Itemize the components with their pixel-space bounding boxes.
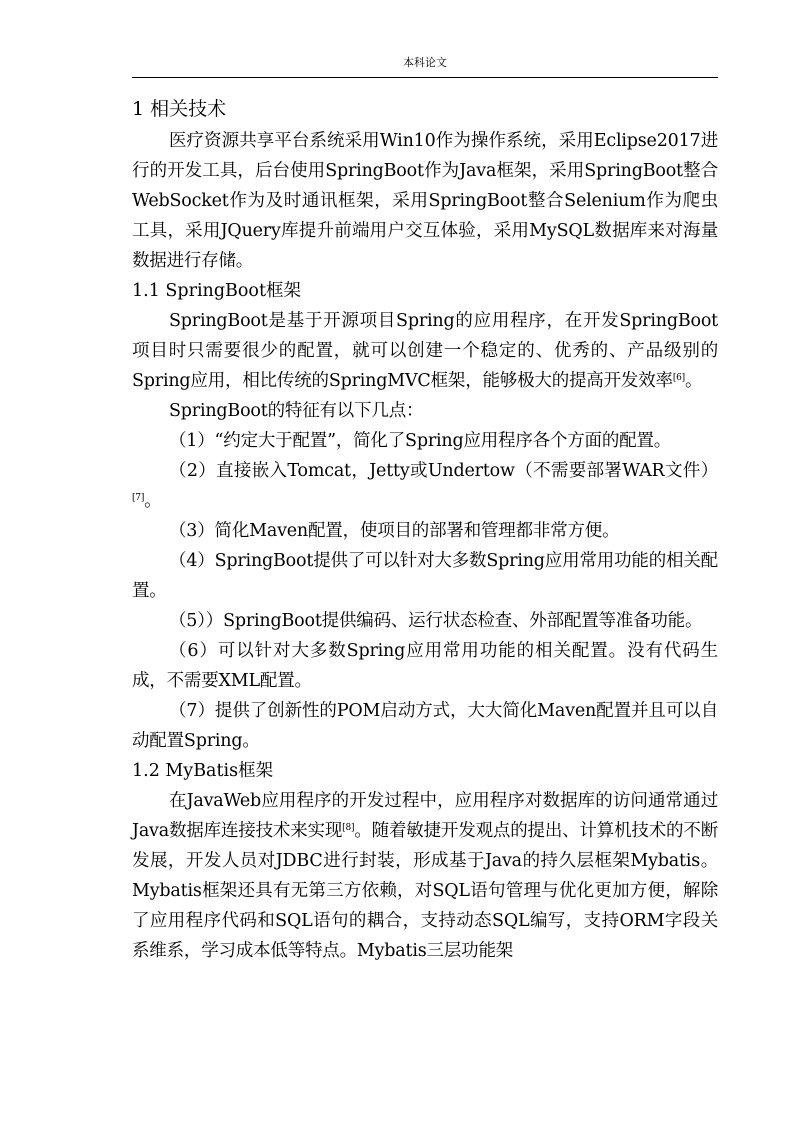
springboot-paragraph-text: SpringBoot是基于开源项目Spring的应用程序，在开发SpringBoot项目时只需要很少的配置，就可以创建一个稳定的、优秀的、产品级别的Spring应用，相比传统的SpringMVC框架，能够极大的提高开发效率 <box>132 311 718 391</box>
citation-8: [8] <box>342 823 355 833</box>
feature-item-6: （6）可以针对大多数Spring应用常用功能的相关配置。没有代码生成，不需要XML配置。 <box>132 641 718 691</box>
features-intro: SpringBoot的特征有以下几点： <box>169 401 424 421</box>
feature-item-2-text: （2）直接嵌入Tomcat，Jetty或Undertow（不需要部署WAR文件） <box>169 461 718 481</box>
citation-6: [6] <box>672 373 685 383</box>
page-content <box>132 92 718 966</box>
section-heading-1: 1 相关技术 <box>132 98 227 120</box>
section-heading-1-2: 1.2 MyBatis框架 <box>132 761 274 781</box>
feature-item-5: （5））SpringBoot提供编码、运行状态检查、外部配置等准备功能。 <box>169 611 703 631</box>
intro-paragraph: 医疗资源共享平台系统采用Win10作为操作系统，采用Eclipse2017进行的开发工具，后台使用SpringBoot作为Java框架，采用SpringBoot整合WebSocket作为及时通讯框架，采用SpringBoot整合Selenium作为爬虫工具，采用JQuery库提升前端用户交互体验，采用MySQL数据库来对海量数据进行存储。 <box>132 131 718 271</box>
mybatis-paragraph-text-b: 。随着敏捷开发观点的提出、计算机技术的不断发展，开发人员对JDBC进行封装，形成基于Java的持久层框架Mybatis。Mybatis框架还具有无第三方依赖，对SQL语句管理与优化更加方便，解除了应用程序代码和SQL语句的耦合，支持动态SQL编写，支持ORM字段关系维系，学习成本低等特点。Mybatis三层功能架 <box>132 821 718 961</box>
springboot-paragraph <box>132 306 718 396</box>
header-rule <box>132 77 718 78</box>
feature-item-4: （4）SpringBoot提供了可以针对大多数Spring应用常用功能的相关配置。 <box>132 551 718 601</box>
citation-7: [7] <box>132 493 145 503</box>
feature-item-1: （1）“约定大于配置”，简化了Spring应用程序各个方面的配置。 <box>169 431 672 451</box>
feature-item-2 <box>132 456 718 516</box>
feature-item-3: （3）简化Maven配置，使项目的部署和管理都非常方便。 <box>169 521 620 541</box>
springboot-paragraph-end: 。 <box>684 371 703 391</box>
mybatis-paragraph-text-a: 在JavaWeb应用程序的开发过程中，应用程序对数据库的访问通常通过Java数据库连接技术来实现 <box>132 791 718 841</box>
page-header: 本科论文 <box>403 56 447 69</box>
section-heading-1-1: 1.1 SpringBoot框架 <box>132 281 301 301</box>
feature-item-2-end: 。 <box>144 491 162 511</box>
feature-item-7: （7）提供了创新性的POM启动方式，大大简化Maven配置并且可以自动配置Spring。 <box>132 701 718 751</box>
mybatis-paragraph <box>132 786 718 966</box>
